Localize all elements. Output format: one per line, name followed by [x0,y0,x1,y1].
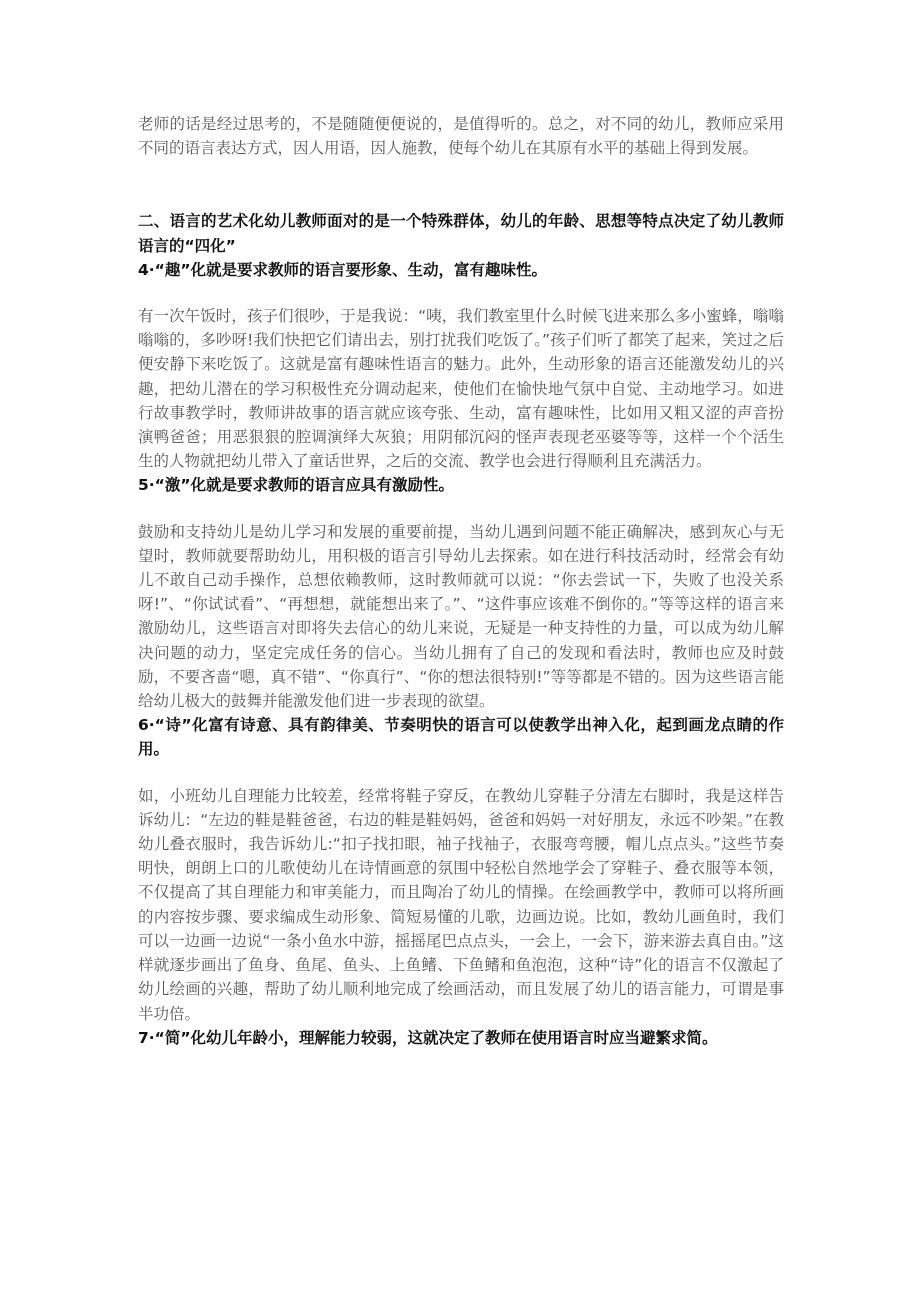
document-page [138,112,784,1050]
section-heading: 二、语言的艺术化幼儿教师面对的是一个特殊群体，幼儿的年龄、思想等特点决定了幼儿教师语言的“四化” [138,212,784,255]
intro-paragraph: 老师的话是经过思考的，不是随随便便说的，是值得听的。总之，对不同的幼儿，教师应采用不同的语言表达方式，因人用语，因人施教，使每个幼儿在其原有水平的基础上得到发展。 [138,115,784,158]
point5-body: 鼓励和支持幼儿是幼儿学习和发展的重要前提，当幼儿遇到问题不能正确解决，感到灰心与无望时，教师就要帮助幼儿，用积极的语言引导幼儿去探索。如在进行科技活动时，经常会有幼儿不敢自己动手操作，总想依赖教师，这时教师就可以说：“你去尝试一下，失败了也没关系呀!”、“你试试看”、“再想想，就能想出来了。”、“这件事应该难不倒你的。”等等这样的语言来激励幼儿，这些语言对即将失去信心的幼儿来说，无疑是一种支持性的力量，可以成为幼儿解决问题的动力，坚定完成任务的信心。当幼儿拥有了自己的发现和看法时，教师也应及时鼓励，不要吝啬“嗯，真不错”、“你真行”、“你的想法很特别!”等等都是不错的。因为这些语言能给幼儿极大的鼓舞并能激发他们进一步表现的欲望。 [138,522,784,711]
point7-heading: 7·“简”化幼儿年龄小，理解能力较弱，这就决定了教师在使用语言时应当避繁求简。 [138,1028,718,1047]
spacer [138,762,784,784]
spacer [138,498,784,520]
point4-body: 有一次午饭时，孩子们很吵，于是我说：“咦，我们教室里什么时候飞进来那么多小蜜蜂，嗡嗡嗡嗡的，多吵呀!我们快把它们请出去，别打扰我们吃饭了。”孩子们听了都笑了起来，笑过之后便安静下来吃饭了。这就是富有趣味性语言的魅力。此外，生动形象的语言还能激发幼儿的兴趣，把幼儿潜在的学习积极性充分调动起来，使他们在愉快地气氛中自觉、主动地学习。如进行故事教学时，教师讲故事的语言就应该夸张、生动，富有趣味性，比如用又粗又涩的声音扮演鸭爸爸；用恶狠狠的腔调演绎大灰狼；用阴郁沉闷的怪声表现老巫婆等等，这样一个个活生生的人物就把幼儿带入了童话世界，之后的交流、教学也会进行得顺利且充满活力。 [138,307,784,471]
point5-heading: 5·“激”化就是要求教师的语言应具有激励性。 [138,476,455,495]
point6-heading: 6·“诗”化富有诗意、具有韵律美、节奏明快的语言可以使教学出神入化，起到画龙点睛的作用。 [138,716,784,759]
point4-heading: 4·“趣”化就是要求教师的语言要形象、生动，富有趣味性。 [138,260,548,279]
spacer [138,160,784,209]
spacer [138,282,784,304]
point6-body: 如，小班幼儿自理能力比较差，经常将鞋子穿反，在教幼儿穿鞋子分清左右脚时，我是这样告诉幼儿：“左边的鞋是鞋爸爸，右边的鞋是鞋妈妈，爸爸和妈妈一对好朋友，永远不吵架。”在教幼儿叠衣服时，我告诉幼儿:“扣子找扣眼，袖子找袖子，衣服弯弯腰，帽儿点点头。”这些节奏明快，朗朗上口的儿歌使幼儿在诗情画意的氛围中轻松自然地学会了穿鞋子、叠衣服等本领，不仅提高了其自理能力和审美能力，而且陶冶了幼儿的情操。在绘画教学中，教师可以将所画的内容按步骤、要求编成生动形象、简短易懂的儿歌，边画边说。比如，教幼儿画鱼时，我们可以一边画一边说“一条小鱼水中游，摇摇尾巴点点头，一会上，一会下，游来游去真自由。”这样就逐步画出了鱼身、鱼尾、鱼头、上鱼鳍、下鱼鳍和鱼泡泡，这种“诗”化的语言不仅激起了幼儿绘画的兴趣，帮助了幼儿顺利地完成了绘画活动，而且发展了幼儿的语言能力，可谓是事半功倍。 [138,786,784,1023]
